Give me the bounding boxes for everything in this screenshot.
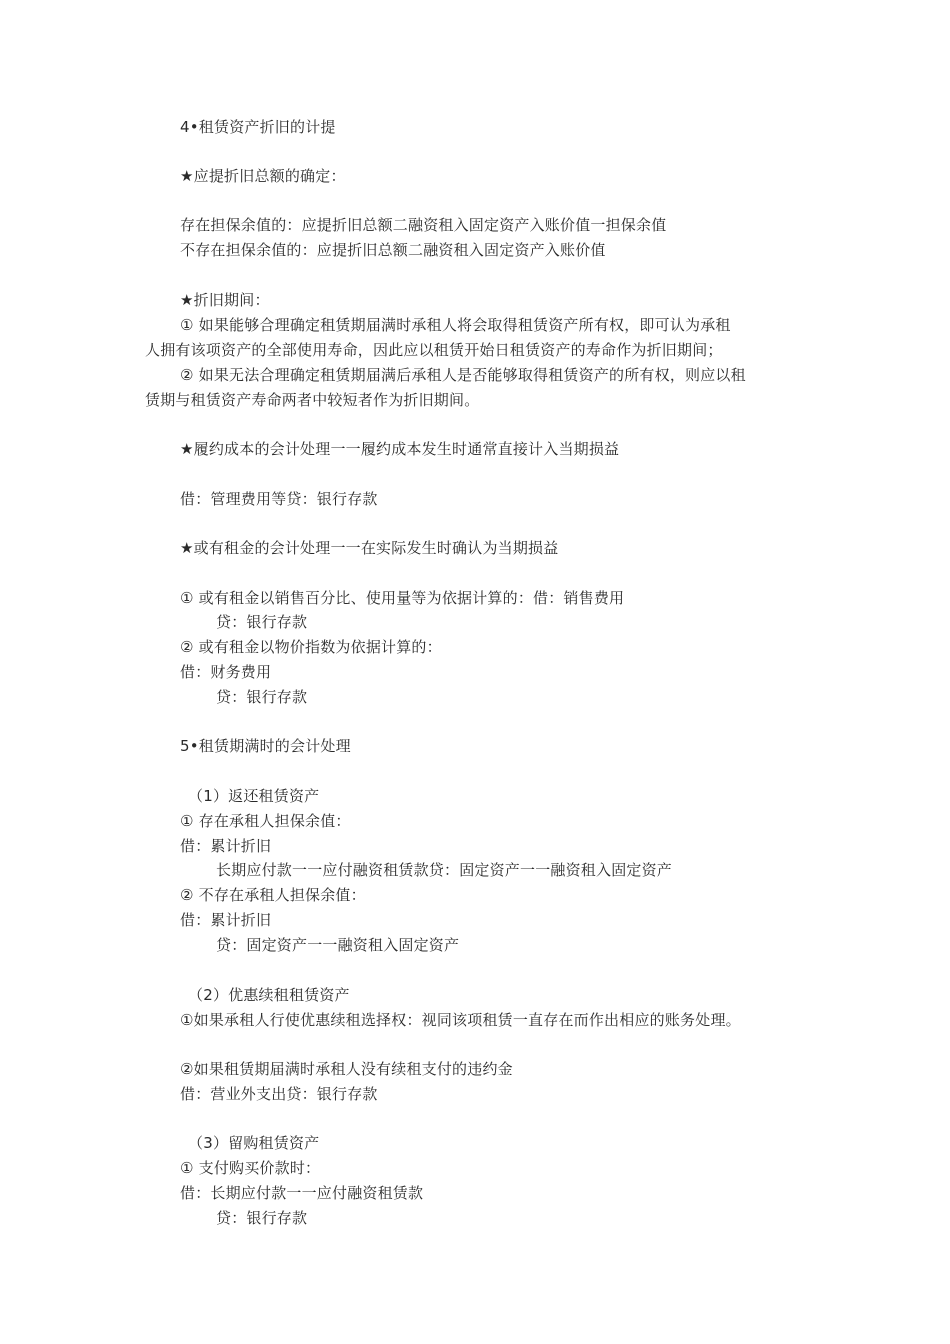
contingent-rent-heading: ★或有租金的会计处理一一在实际发生时确认为当期损益	[180, 539, 559, 557]
performance-cost-entry: 借：管理费用等贷：银行存款	[180, 490, 378, 508]
depreciation-without-guarantee: 不存在担保余值的：应提折旧总额二融资租入固定资产入账价值	[180, 241, 606, 259]
return-item-2: ② 不存在承租人担保余值：	[180, 886, 366, 904]
buyout-item-1-debit: 借：长期应付款一一应付融资租赁款	[180, 1184, 424, 1202]
depreciation-total-heading: ★应提折旧总额的确定：	[180, 167, 346, 185]
renew-heading: （2）优惠续租租赁资产	[188, 986, 350, 1004]
renew-item-1: ①如果承租人行使优惠续租选择权：视同该项租赁一直存在而作出相应的账务处理。	[180, 1011, 741, 1029]
return-item-2-debit: 借：累计折旧	[180, 911, 272, 929]
return-asset-heading: （1）返还租赁资产	[188, 787, 320, 805]
period-item-1-line-1: ① 如果能够合理确定租赁期届满时承租人将会取得租赁资产所有权，即可认为承租	[180, 316, 731, 334]
contingent-item-1: ① 或有租金以销售百分比、使用量等为依据计算的：借：销售费用	[180, 589, 625, 607]
return-item-1-debit: 借：累计折旧	[180, 837, 272, 855]
buyout-item-1: ① 支付购买价款时：	[180, 1159, 321, 1177]
section-5-heading: 5•租赁期满时的会计处理	[180, 737, 351, 755]
return-item-2-credit: 贷：固定资产一一融资租入固定资产	[216, 936, 460, 954]
contingent-item-2-credit: 贷：银行存款	[216, 688, 308, 706]
performance-cost-heading: ★履约成本的会计处理一一履约成本发生时通常直接计入当期损益	[180, 440, 620, 458]
renew-item-2-entry: 借：营业外支出贷：银行存款	[180, 1085, 378, 1103]
section-4-heading: 4•租赁资产折旧的计提	[180, 118, 336, 136]
return-item-1: ① 存在承租人担保余值：	[180, 812, 351, 830]
depreciation-with-guarantee: 存在担保余值的：应提折旧总额二融资租入固定资产入账价值一担保余值	[180, 216, 667, 234]
period-item-2-line-1: ② 如果无法合理确定租赁期届满后承租人是否能够取得租赁资产的所有权，则应以租	[180, 366, 746, 384]
buyout-heading: （3）留购租赁资产	[188, 1134, 320, 1152]
contingent-item-1-credit: 贷：银行存款	[216, 613, 308, 631]
contingent-item-2-debit: 借：财务费用	[180, 663, 272, 681]
depreciation-period-heading: ★折旧期间：	[180, 291, 270, 309]
return-item-1-debit-2: 长期应付款一一应付融资租赁款贷：固定资产一一融资租入固定资产	[216, 861, 673, 879]
period-item-1-line-2: 人拥有该项资产的全部使用寿命，因此应以租赁开始日租赁资产的寿命作为折旧期间；	[145, 341, 723, 359]
renew-item-2: ②如果租赁期届满时承租人没有续租支付的违约金	[180, 1060, 513, 1078]
buyout-item-1-credit: 贷：银行存款	[216, 1209, 308, 1227]
period-item-2-line-2: 赁期与租赁资产寿命两者中较短者作为折旧期间。	[145, 391, 480, 409]
contingent-item-2: ② 或有租金以物价指数为依据计算的：	[180, 638, 442, 656]
